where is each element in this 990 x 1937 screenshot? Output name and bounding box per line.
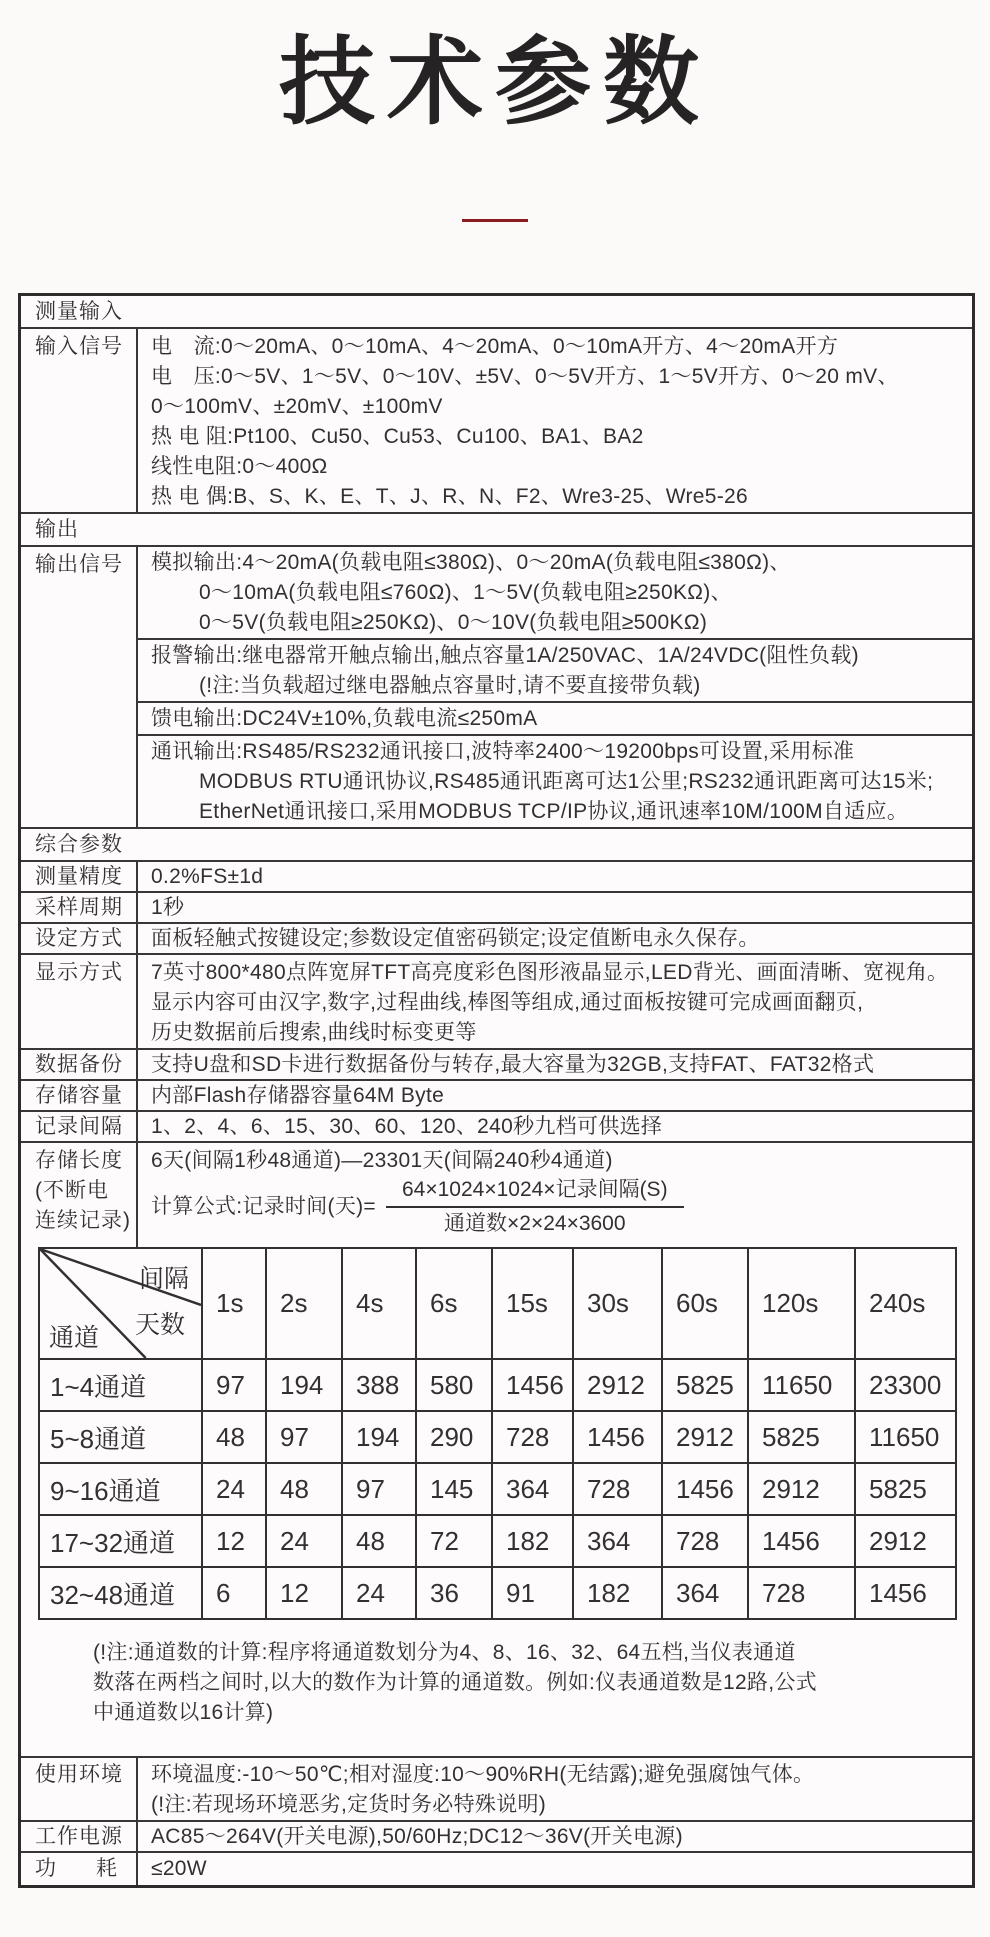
- row-label: 输入信号: [21, 329, 138, 512]
- row-content: [138, 1758, 972, 1820]
- days-value: 2912: [573, 1359, 662, 1411]
- spec-line: 模拟输出:4～20mA(负载电阻≤380Ω)、0～20mA(负载电阻≤380Ω)、: [151, 551, 791, 574]
- days-value: 2912: [855, 1515, 956, 1567]
- row-backup: [21, 1050, 972, 1081]
- row-record-interval: [21, 1112, 972, 1143]
- analog-output-cell: [138, 547, 972, 640]
- interval-header: 6s: [416, 1248, 492, 1359]
- row-label: 工作电源: [21, 1822, 138, 1851]
- spec-line: 报警输出:继电器常开触点输出,触点容量1A/250VAC、1A/24VDC(阻性负载): [151, 644, 859, 667]
- note-line: 中通道数以16计算): [93, 1701, 274, 1724]
- days-value: 182: [573, 1567, 662, 1619]
- days-value: 48: [266, 1463, 342, 1515]
- interval-header: 60s: [662, 1248, 748, 1359]
- days-value: 728: [573, 1463, 662, 1515]
- days-value: 11650: [855, 1411, 956, 1463]
- storage-top: [21, 1143, 972, 1247]
- row-input-signal: [21, 329, 972, 514]
- days-value: 145: [416, 1463, 492, 1515]
- days-value: 24: [342, 1567, 416, 1619]
- storage-note: [93, 1638, 972, 1728]
- note-line: (!注:通道数的计算:程序将通道数划分为4、8、16、32、64五档,当仪表通道: [93, 1641, 796, 1664]
- alarm-output-cell: [138, 640, 972, 703]
- row-environment: [21, 1758, 972, 1822]
- days-value: 728: [662, 1515, 748, 1567]
- interval-header: 120s: [748, 1248, 855, 1359]
- spec-line: (!注:若现场环境恶劣,定货时务必特殊说明): [151, 1793, 547, 1816]
- spec-line: 面板轻触式按键设定;参数设定值密码锁定;设定值断电永久保存。: [151, 927, 760, 950]
- days-value: 36: [416, 1567, 492, 1619]
- spec-line: AC85～264V(开关电源),50/60Hz;DC12～36V(开关电源): [151, 1825, 683, 1848]
- days-value: 5825: [855, 1463, 956, 1515]
- spec-line: 1秒: [151, 896, 185, 919]
- interval-header: 4s: [342, 1248, 416, 1359]
- days-value: 364: [573, 1515, 662, 1567]
- days-value: 1456: [573, 1411, 662, 1463]
- days-value: 194: [266, 1359, 342, 1411]
- spec-line: (!注:当负载超过继电器触点容量时,请不要直接带负载): [199, 674, 701, 697]
- days-value: 580: [416, 1359, 492, 1411]
- storage-formula: [151, 1178, 972, 1236]
- row-output-signal: [21, 547, 972, 829]
- interval-header: 15s: [492, 1248, 573, 1359]
- corner-label-interval: 间隔: [138, 1265, 189, 1293]
- interval-header: 1s: [202, 1248, 266, 1359]
- row-label: 使用环境: [21, 1758, 138, 1820]
- comm-output-cell: [138, 736, 972, 827]
- storage-matrix-row: [39, 1567, 956, 1619]
- row-content: [138, 1853, 972, 1885]
- row-label: 设定方式: [21, 924, 138, 953]
- row-label: 存储长度 (不断电 连续记录): [21, 1143, 138, 1247]
- days-value: 91: [492, 1567, 573, 1619]
- spec-line: 电 流:0～20mA、0～10mA、4～20mA、0～10mA开方、4～20mA开方: [151, 335, 839, 358]
- row-content: [138, 924, 972, 953]
- spec-line: 显示内容可由汉字,数字,过程曲线,棒图等组成,通过面板按键可完成画面翻页,: [151, 991, 864, 1014]
- spec-line: 0～5V(负载电阻≥250KΩ)、0～10V(负载电阻≥500KΩ): [199, 611, 708, 634]
- row-sampling: [21, 893, 972, 924]
- spec-table: [18, 293, 975, 1888]
- spec-line: 馈电输出:DC24V±10%,负载电流≤250mA: [151, 707, 538, 730]
- formula-fraction: [386, 1178, 684, 1236]
- spec-line: 6天(间隔1秒48通道)—23301天(间隔240秒4通道): [151, 1149, 613, 1172]
- interval-header: 2s: [266, 1248, 342, 1359]
- days-value: 5825: [662, 1359, 748, 1411]
- spec-line: 0～10mA(负载电阻≤760Ω)、1～5V(负载电阻≥250KΩ)、: [199, 581, 732, 604]
- spec-line: 电 压:0～5V、1～5V、0～10V、±5V、0～5V开方、1～5V开方、0～20 mV、: [151, 365, 899, 388]
- storage-matrix-row: [39, 1411, 956, 1463]
- row-setting: [21, 924, 972, 955]
- days-value: 24: [266, 1515, 342, 1567]
- row-content: [138, 862, 972, 891]
- section-output: [21, 514, 972, 547]
- spec-line: 热 电 阻:Pt100、Cu50、Cu53、Cu100、BA1、BA2: [151, 425, 644, 448]
- spec-line: MODBUS RTU通讯协议,RS485通讯距离可达1公里;RS232通讯距离可达15米;: [199, 770, 934, 793]
- spec-line: 环境温度:-10～50℃;相对湿度:10～90%RH(无结露);避免强腐蚀气体。: [151, 1763, 815, 1786]
- days-value: 5825: [748, 1411, 855, 1463]
- section-measurement-input: [21, 296, 972, 329]
- storage-length-cell: [21, 1143, 972, 1756]
- days-value: 23300: [855, 1359, 956, 1411]
- days-value: 388: [342, 1359, 416, 1411]
- storage-matrix-row: [39, 1359, 956, 1411]
- days-value: 182: [492, 1515, 573, 1567]
- row-label: 测量精度: [21, 862, 138, 891]
- row-content: [138, 329, 972, 512]
- spec-line: 0～100mV、±20mV、±100mV: [151, 395, 443, 418]
- row-label: 输出信号: [21, 547, 138, 827]
- days-value: 1456: [748, 1515, 855, 1567]
- row-power-consumption: [21, 1853, 972, 1885]
- row-power-supply: [21, 1822, 972, 1853]
- row-label: 存储容量: [21, 1081, 138, 1110]
- days-value: 194: [342, 1411, 416, 1463]
- days-value: 728: [748, 1567, 855, 1619]
- days-value: 97: [342, 1463, 416, 1515]
- row-content: [138, 893, 972, 922]
- row-label: 显示方式: [21, 955, 138, 1048]
- spec-line: 热 电 偶:B、S、K、E、T、J、R、N、F2、Wre3-25、Wre5-26: [151, 485, 748, 508]
- spec-line: 通讯输出:RS485/RS232通讯接口,波特率2400～19200bps可设置,采用标准: [151, 740, 855, 763]
- channel-range-label: 32~48通道: [39, 1567, 202, 1619]
- days-value: 12: [202, 1515, 266, 1567]
- storage-matrix-body: [39, 1359, 956, 1619]
- row-capacity: [21, 1081, 972, 1112]
- days-value: 24: [202, 1463, 266, 1515]
- row-storage-length: [21, 1143, 972, 1758]
- days-value: 1456: [662, 1463, 748, 1515]
- section-title: 测量输入: [35, 300, 123, 323]
- corner-label-channel: 通道: [49, 1324, 100, 1352]
- spec-line: 历史数据前后搜索,曲线时标变更等: [151, 1021, 477, 1044]
- storage-matrix-row: [39, 1515, 956, 1567]
- fraction-numerator: 64×1024×1024×记录间隔(S): [386, 1178, 684, 1208]
- days-value: 1456: [855, 1567, 956, 1619]
- days-value: 1456: [492, 1359, 573, 1411]
- storage-matrix-header-row: [39, 1248, 956, 1359]
- row-content: [138, 1081, 972, 1110]
- storage-matrix-table: [38, 1247, 957, 1620]
- days-value: 48: [342, 1515, 416, 1567]
- days-value: 97: [202, 1359, 266, 1411]
- channel-range-label: 1~4通道: [39, 1359, 202, 1411]
- row-label: 功 耗: [21, 1853, 138, 1885]
- fraction-denominator: 通道数×2×24×3600: [444, 1212, 626, 1235]
- page-title: 技术参数: [279, 29, 711, 136]
- spec-line: 线性电阻:0～400Ω: [151, 455, 328, 478]
- days-value: 2912: [748, 1463, 855, 1515]
- note-line: 数落在两档之间时,以大的数作为计算的通道数。例如:仪表通道数是12路,公式: [93, 1671, 817, 1694]
- section-general-params: [21, 829, 972, 862]
- days-value: 11650: [748, 1359, 855, 1411]
- days-value: 2912: [662, 1411, 748, 1463]
- days-value: 97: [266, 1411, 342, 1463]
- days-value: 6: [202, 1567, 266, 1619]
- row-label: 采样周期: [21, 893, 138, 922]
- spec-line: 支持U盘和SD卡进行数据备份与转存,最大容量为32GB,支持FAT、FAT32格式: [151, 1053, 875, 1076]
- row-label: 记录间隔: [21, 1112, 138, 1141]
- channel-range-label: 17~32通道: [39, 1515, 202, 1567]
- spec-line: ≤20W: [151, 1857, 207, 1880]
- feed-output-cell: [138, 703, 972, 736]
- days-value: 72: [416, 1515, 492, 1567]
- section-title: 综合参数: [35, 833, 123, 856]
- days-value: 364: [492, 1463, 573, 1515]
- days-value: 290: [416, 1411, 492, 1463]
- spec-line: 内部Flash存储器容量64M Byte: [151, 1084, 445, 1107]
- row-content: [138, 1050, 972, 1079]
- days-value: 12: [266, 1567, 342, 1619]
- row-content: [138, 547, 972, 827]
- row-content: [138, 1112, 972, 1141]
- storage-summary: [138, 1143, 972, 1247]
- interval-header: 30s: [573, 1248, 662, 1359]
- spec-line: 0.2%FS±1d: [151, 865, 264, 888]
- row-accuracy: [21, 862, 972, 893]
- title-underline: [462, 219, 528, 222]
- row-label: 数据备份: [21, 1050, 138, 1079]
- spec-line: 7英寸800*480点阵宽屏TFT高亮度彩色图形液晶显示,LED背光、画面清晰、宽视角。: [151, 961, 949, 984]
- channel-range-label: 5~8通道: [39, 1411, 202, 1463]
- days-value: 364: [662, 1567, 748, 1619]
- row-content: [138, 1822, 972, 1851]
- spec-line: EtherNet通讯接口,采用MODBUS TCP/IP协议,通讯速率10M/100M自适应。: [199, 800, 909, 823]
- matrix-corner-cell: [39, 1248, 202, 1359]
- days-value: 48: [202, 1411, 266, 1463]
- interval-header: 240s: [855, 1248, 956, 1359]
- section-title: 输出: [35, 518, 79, 541]
- channel-range-label: 9~16通道: [39, 1463, 202, 1515]
- corner-label-days: 天数: [134, 1311, 185, 1339]
- days-value: 728: [492, 1411, 573, 1463]
- storage-matrix-row: [39, 1463, 956, 1515]
- formula-prefix: 计算公式:记录时间(天)=: [151, 1195, 376, 1218]
- row-display: [21, 955, 972, 1050]
- row-content: [138, 955, 972, 1048]
- spec-line: 1、2、4、6、15、30、60、120、240秒九档可供选择: [151, 1115, 663, 1138]
